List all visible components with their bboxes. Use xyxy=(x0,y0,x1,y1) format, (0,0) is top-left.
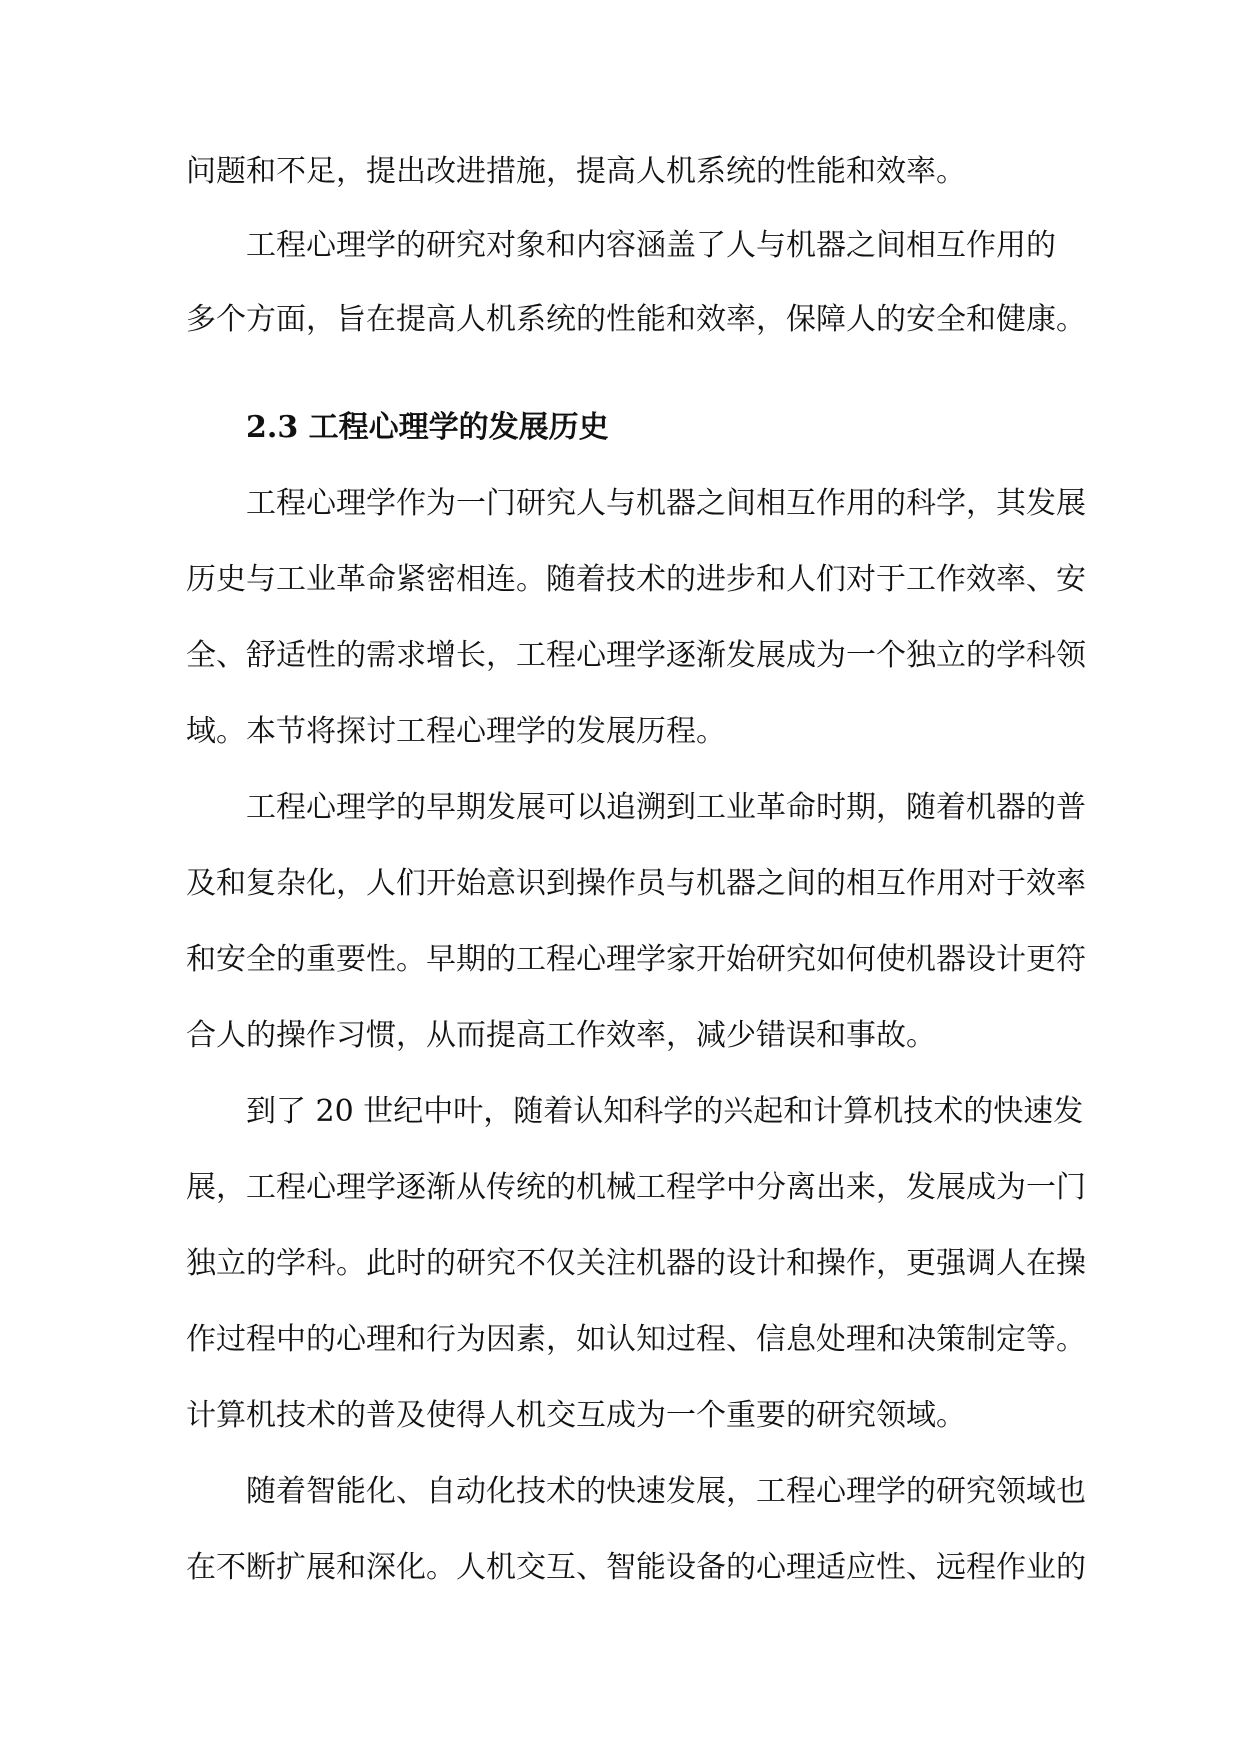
paragraph-line: 全、舒适性的需求增长，工程心理学逐渐发展成为一个独立的学科领 xyxy=(186,638,1086,673)
paragraph-line: 独立的学科。此时的研究不仅关注机器的设计和操作，更强调人在操 xyxy=(186,1246,1086,1281)
paragraph-line: 和安全的重要性。早期的工程心理学家开始研究如何使机器设计更符 xyxy=(186,942,1086,977)
paragraph-line: 到了 20 世纪中叶，随着认知科学的兴起和计算机技术的快速发 xyxy=(246,1094,1084,1129)
paragraph-line: 历史与工业革命紧密相连。随着技术的进步和人们对于工作效率、安 xyxy=(186,562,1086,597)
paragraph-line: 随着智能化、自动化技术的快速发展，工程心理学的研究领域也 xyxy=(246,1474,1086,1509)
paragraph-line: 问题和不足，提出改进措施，提高人机系统的性能和效率。 xyxy=(186,154,966,189)
paragraph-line: 工程心理学的研究对象和内容涵盖了人与机器之间相互作用的 xyxy=(246,228,1056,263)
paragraph-line: 多个方面，旨在提高人机系统的性能和效率，保障人的安全和健康。 xyxy=(186,302,1086,337)
paragraph-line: 展，工程心理学逐渐从传统的机械工程学中分离出来，发展成为一门 xyxy=(186,1170,1086,1205)
paragraph-line: 在不断扩展和深化。人机交互、智能设备的心理适应性、远程作业的 xyxy=(186,1550,1086,1585)
paragraph-line: 作过程中的心理和行为因素，如认知过程、信息处理和决策制定等。 xyxy=(186,1322,1086,1357)
paragraph-line: 合人的操作习惯，从而提高工作效率，减少错误和事故。 xyxy=(186,1018,936,1053)
paragraph-line: 及和复杂化，人们开始意识到操作员与机器之间的相互作用对于效率 xyxy=(186,866,1086,901)
section-heading: 2.3 工程心理学的发展历史 xyxy=(246,410,609,445)
paragraph-line: 工程心理学作为一门研究人与机器之间相互作用的科学，其发展 xyxy=(246,486,1086,521)
paragraph-line: 域。本节将探讨工程心理学的发展历程。 xyxy=(186,714,726,749)
paragraph-line: 工程心理学的早期发展可以追溯到工业革命时期，随着机器的普 xyxy=(246,790,1086,825)
paragraph-line: 计算机技术的普及使得人机交互成为一个重要的研究领域。 xyxy=(186,1398,966,1433)
